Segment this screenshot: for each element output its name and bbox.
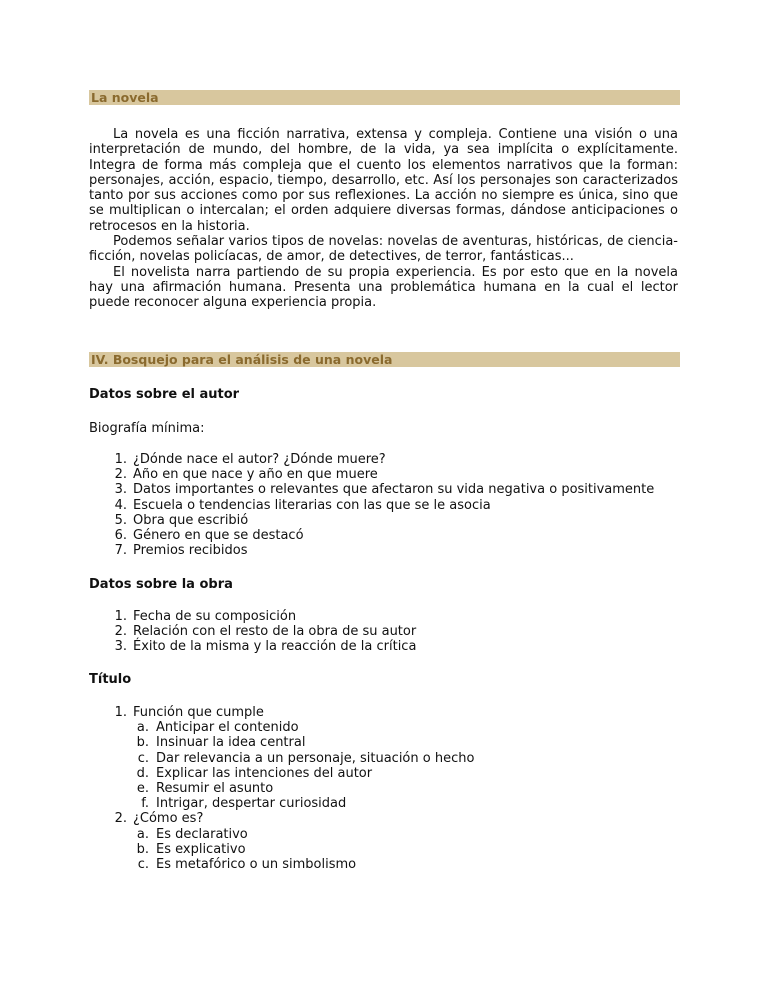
list-item-text: Año en que nace y año en que muere (133, 467, 378, 483)
list-item (111, 528, 654, 543)
list-item-text: ¿Cómo es? (133, 811, 204, 827)
list-item-text: ¿Dónde nace el autor? ¿Dónde muere? (133, 452, 386, 467)
list-item (111, 624, 416, 639)
author-list (111, 452, 654, 558)
list-item-number: 3. (114, 639, 127, 655)
list-item-text: Dar relevancia a un personaje, situación o hecho (156, 750, 475, 766)
work-list (111, 609, 416, 655)
list-item-text: Explicar las intenciones del autor (156, 765, 373, 781)
list-item (111, 498, 654, 513)
list-item (111, 857, 474, 872)
list-item-number: 2. (114, 811, 127, 827)
list-item-number: 7. (114, 543, 127, 559)
list-item-number: b. (136, 735, 149, 751)
list-item-number: e. (136, 781, 149, 797)
list-item (111, 467, 654, 482)
list-item (111, 513, 654, 528)
list-item-number: 2. (114, 624, 127, 640)
list-item-text: Función que cumple (133, 705, 264, 720)
list-item (111, 639, 416, 654)
section-title-bosquejo: IV. Bosquejo para el análisis de una novela (89, 352, 680, 367)
list-item (111, 609, 416, 624)
list-item (111, 751, 474, 766)
section-title-la-novela: La novela (89, 90, 680, 105)
list-item-number: c. (137, 857, 149, 873)
list-item-text: Insinuar la idea central (156, 735, 306, 751)
list-item-text: Premios recibidos (133, 543, 248, 559)
list-item (111, 452, 654, 467)
list-item (111, 482, 654, 497)
list-item-text: Anticipar el contenido (156, 720, 299, 736)
paragraph: El novelista narra partiendo de su propia experiencia. Es por esto que en la novela hay una afirmación humana. Presenta una problemática humana en la cual el lector puede reconocer alguna experiencia propia. (89, 264, 678, 311)
list-item (111, 827, 474, 842)
subheading-biografia: Biografía mínima: (89, 421, 205, 436)
list-item-number: d. (136, 765, 149, 781)
list-item-number: 3. (114, 482, 127, 498)
list-item (111, 796, 474, 811)
list-item-text: Es declarativo (156, 826, 248, 842)
list-item-number: 2. (114, 467, 127, 483)
list-item (111, 781, 474, 796)
heading-datos-obra: Datos sobre la obra (89, 577, 233, 592)
list-item-text: Obra que escribió (133, 512, 249, 528)
list-item-text: Resumir el asunto (156, 781, 274, 797)
novela-description (89, 127, 678, 311)
list-item-text: Fecha de su composición (133, 609, 297, 624)
list-item-number: b. (136, 841, 149, 857)
paragraph: Podemos señalar varios tipos de novelas: novelas de aventuras, históricas, de ciencia-ficción, novelas policíacas, de amor, de detectives, de terror, fantásticas... (89, 234, 678, 265)
list-item-number: a. (136, 826, 149, 842)
list-item-text: Es metafórico o un simbolismo (156, 857, 357, 873)
list-item (111, 735, 474, 750)
sub-list (111, 827, 474, 873)
list-item-text: Éxito de la misma y la reacción de la crítica (133, 639, 417, 655)
heading-titulo: Título (89, 672, 132, 687)
list-item-text: Género en que se destacó (133, 528, 304, 544)
list-item-number: f. (141, 796, 149, 812)
list-item (111, 842, 474, 857)
list-item-number: 6. (114, 528, 127, 544)
list-item-text: Escuela o tendencias literarias con las que se le asocia (133, 497, 491, 513)
list-item (111, 720, 474, 735)
list-item-text: Intrigar, despertar curiosidad (156, 796, 347, 812)
list-item-number: 1. (114, 452, 127, 467)
paragraph: La novela es una ficción narrativa, extensa y compleja. Contiene una visión o una interpretación de mundo, del hombre, de la vida, ya sea implícita o explícitamente. Integra de forma más compleja que el cuento los elementos narrativos que la forman: personajes, acción, espacio, tiempo, desarrollo, etc. Así los personajes son caracterizados tanto por sus acciones como por sus reflexiones. La acción no siempre es única, sino que se multiplican o intercalan; el orden adquiere diversas formas, dándose anticipaciones o retrocesos en la historia. (89, 127, 678, 234)
list-item-number: a. (136, 720, 149, 736)
list-item-text: Relación con el resto de la obra de su autor (133, 624, 417, 640)
list-item-number: 4. (114, 497, 127, 513)
list-item-number: 5. (114, 512, 127, 528)
heading-datos-autor: Datos sobre el autor (89, 387, 240, 402)
list-item-number: 1. (114, 609, 127, 624)
list-item (111, 811, 474, 826)
list-item (111, 705, 474, 720)
list-item (111, 543, 654, 558)
title-list (111, 705, 474, 872)
list-item (111, 766, 474, 781)
list-item-number: 1. (114, 705, 127, 720)
list-item-text: Datos importantes o relevantes que afectaron su vida negativa o positivamente (133, 482, 655, 498)
list-item-text: Es explicativo (156, 841, 246, 857)
sub-list (111, 720, 474, 811)
list-item-number: c. (137, 750, 149, 766)
